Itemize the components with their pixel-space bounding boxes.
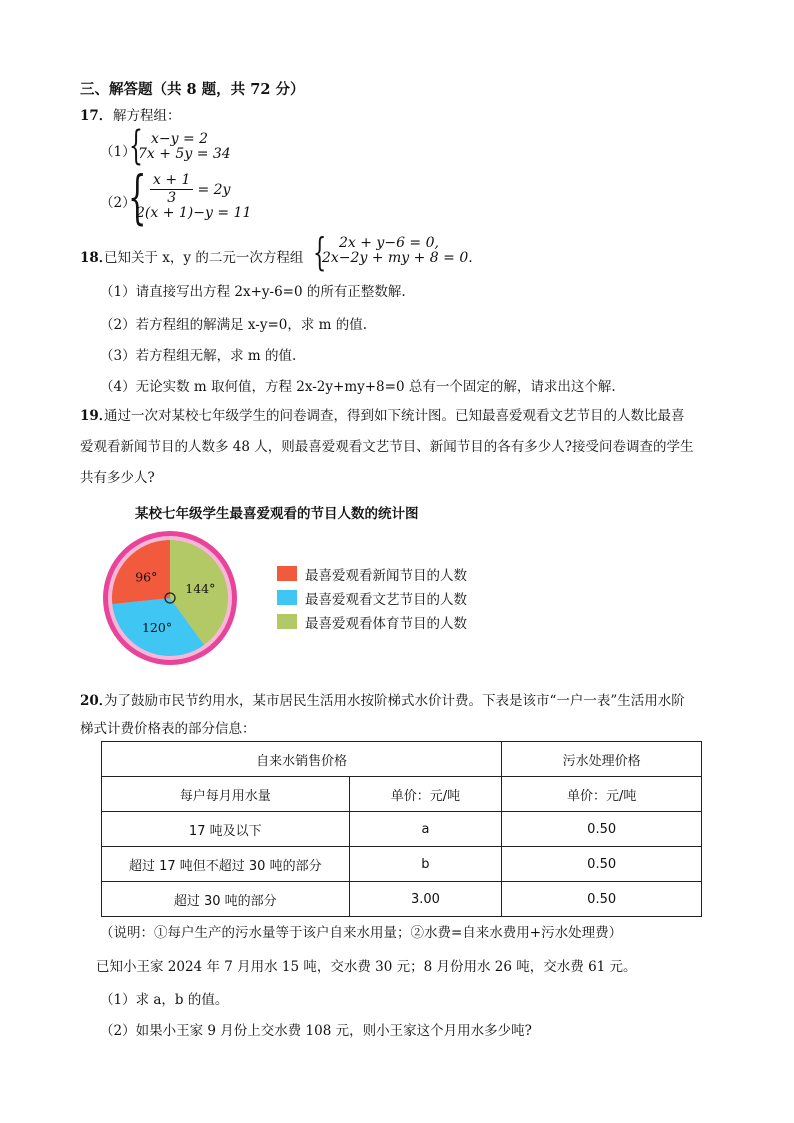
q17-part1-brace: {: [129, 123, 143, 169]
table-header-cell: 单价：元/吨: [502, 777, 702, 812]
table-header-cell: 每户每月用水量: [102, 777, 350, 812]
q18-stem: 已知关于 x，y 的二元一次方程组: [104, 250, 304, 266]
table-cell: 超过 17 吨但不超过 30 吨的部分: [102, 847, 350, 882]
q20-note: （说明：①每户生产的污水量等于该户自来水用量；②水费=自来水费用+污水处理费）: [100, 925, 623, 941]
q17-number: 17．: [80, 108, 113, 124]
table-header-cell: 自来水销售价格: [102, 742, 502, 777]
q19-line3: 共有多少人?: [80, 470, 155, 486]
legend-swatch: [277, 614, 297, 629]
pie-chart: [100, 528, 240, 668]
table-header-cell: 单价：元/吨: [349, 777, 502, 812]
q20-info: 已知小王家 2024 年 7 月用水 15 吨，交水费 30 元；8 月份用水 26 吨，交水费 61 元。: [96, 959, 637, 975]
q17-part2-eq1: [150, 172, 230, 207]
q17-part2-fraction: [150, 172, 193, 207]
table-row: [102, 882, 702, 917]
q18-number: 18．: [80, 250, 113, 266]
q19-line2: 爱观看新闻节目的人数多 48 人，则最喜爱观看文艺节目、新闻节目的各有多少人?接受问卷调查的学生: [80, 439, 694, 455]
pie-slice-label: 120°: [141, 620, 173, 636]
table-header-cell: 污水处理价格: [502, 742, 702, 777]
q20-number: 20．: [80, 693, 113, 709]
q18-brace: {: [313, 230, 327, 274]
table-header-row-2: [102, 777, 702, 812]
chart-title: 某校七年级学生最喜爱观看的节目人数的统计图: [135, 506, 419, 522]
pie-slice-label: 144°: [185, 581, 216, 597]
q19-line1: 通过一次对某校七年级学生的问卷调查，得到如下统计图。已知最喜爱观看文艺节目的人数比最喜: [104, 408, 685, 424]
q17-part1-eq2: 7x + 5y = 34: [138, 146, 231, 162]
legend-label: 最喜爱观看文艺节目的人数: [305, 592, 467, 608]
legend-label: 最喜爱观看新闻节目的人数: [305, 568, 467, 584]
q17-part2-eq2: 2(x + 1)−y = 11: [136, 205, 252, 221]
q18-part3: （3）若方程组无解，求 m 的值.: [100, 348, 297, 364]
table-cell: 0.50: [502, 847, 702, 882]
q18-part4: （4）无论实数 m 取何值，方程 2x-2y+my+8=0 总有一个固定的解，请求出这个解.: [100, 379, 616, 395]
table-cell: a: [349, 812, 502, 847]
q18-eq2: 2x−2y + my + 8 = 0.: [322, 250, 473, 266]
q17-part1-label: （1）: [100, 144, 136, 160]
section-header: 三、解答题（共 8 题，共 72 分）: [80, 81, 305, 98]
legend-label: 最喜爱观看体育节目的人数: [305, 616, 467, 632]
q20-line1: 为了鼓励市民节约用水，某市居民生活用水按阶梯式水价计费。下表是该市“一户一表”生活用水阶: [104, 693, 685, 709]
table-cell: 0.50: [502, 812, 702, 847]
q17-part2-denominator: 3: [167, 190, 177, 206]
table-cell: 17 吨及以下: [102, 812, 350, 847]
q20-line2: 梯式计费价格表的部分信息：: [80, 721, 256, 737]
q17-prompt: 解方程组：: [113, 108, 181, 124]
table-cell: b: [349, 847, 502, 882]
q17-part2-numerator: x + 1: [150, 172, 193, 190]
q17-part2-rhs: = 2y: [197, 181, 231, 198]
table-header-row-1: [102, 742, 702, 777]
water-price-table: [101, 741, 702, 917]
pie-slices: [112, 540, 228, 656]
table-row: [102, 812, 702, 847]
q18-part2: （2）若方程组的解满足 x-y=0，求 m 的值.: [100, 317, 368, 333]
q17-part2-brace: {: [128, 163, 147, 231]
q17-part1-eq1: x−y = 2: [151, 131, 209, 147]
legend-swatch: [277, 590, 297, 605]
table-row: [102, 847, 702, 882]
q18-eq1: 2x + y−6 = 0,: [339, 235, 439, 251]
q17-part2-label: （2）: [100, 195, 136, 211]
pie-slice-label: 96°: [135, 569, 158, 585]
q18-part1: （1）请直接写出方程 2x+y-6=0 的所有正整数解.: [100, 284, 406, 300]
table-cell: 超过 30 吨的部分: [102, 882, 350, 917]
q20-part1: （1）求 a，b 的值。: [100, 992, 229, 1008]
q20-part2: （2）如果小王家 9 月份上交水费 108 元，则小王家这个月用水多少吨?: [100, 1023, 532, 1039]
table-cell: 3.00: [349, 882, 502, 917]
q19-number: 19．: [80, 408, 113, 424]
table-cell: 0.50: [502, 882, 702, 917]
legend-swatch: [277, 566, 297, 581]
